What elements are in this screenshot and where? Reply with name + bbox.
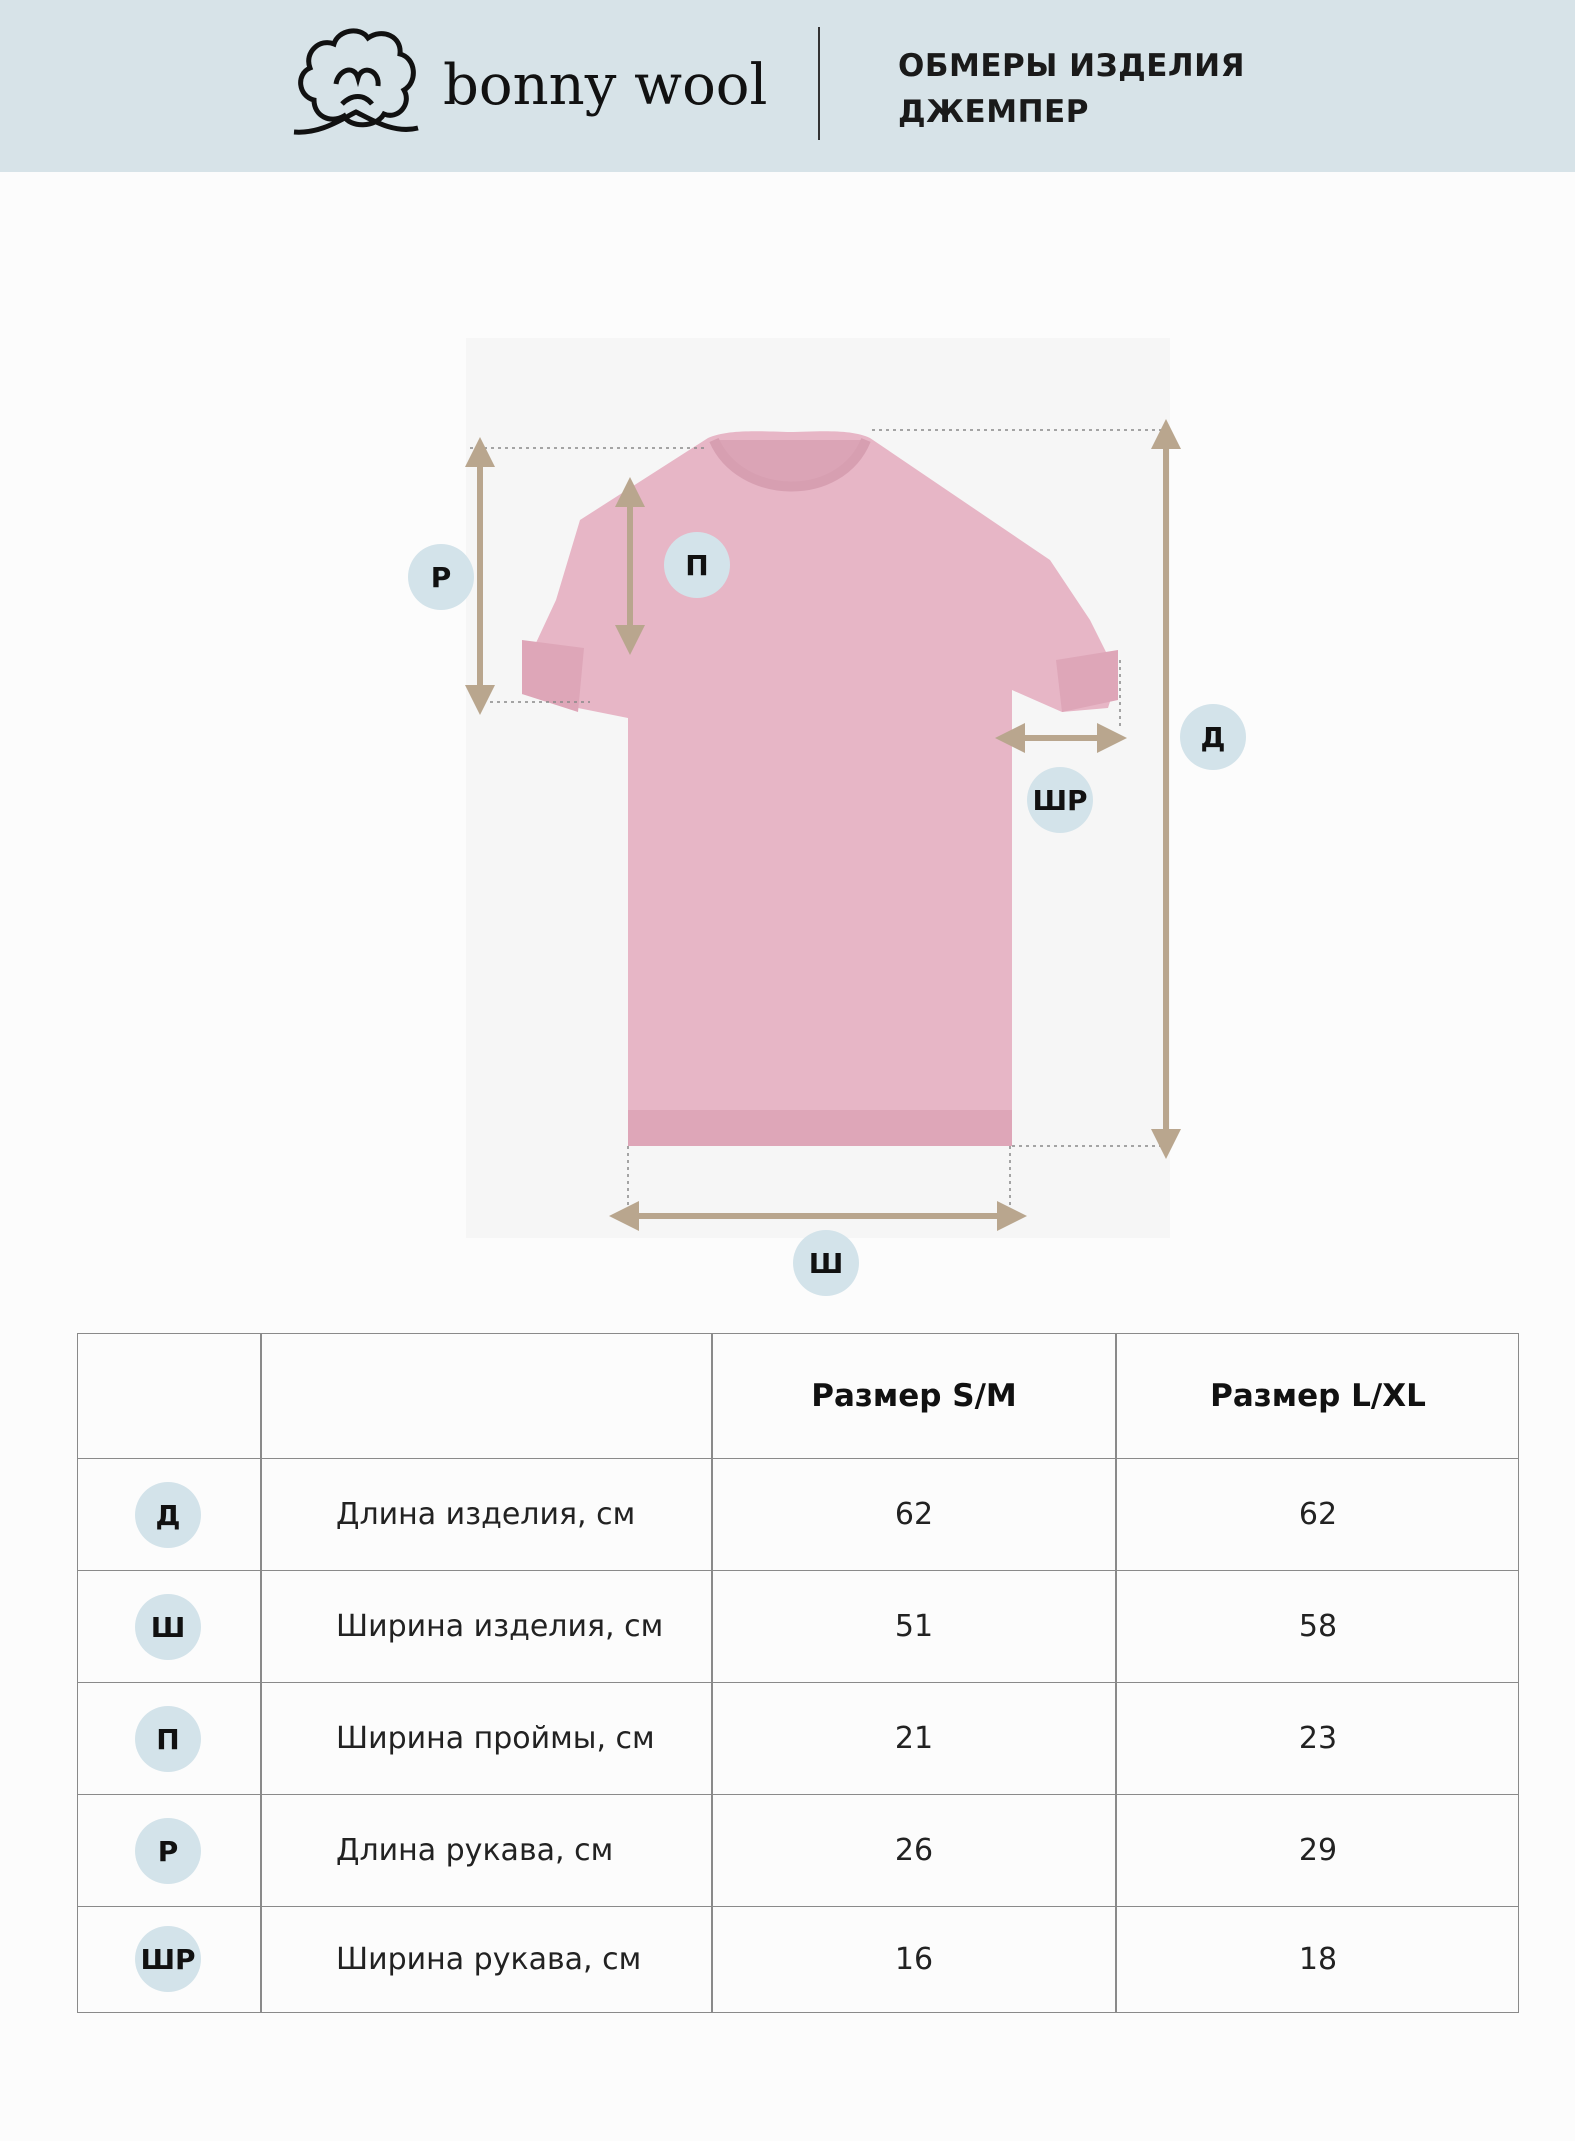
left-cuff: [522, 640, 584, 712]
row-value-sm: 21: [894, 1721, 934, 1756]
row-code-badge: Ш: [135, 1594, 201, 1660]
row-name: Ширина изделия, см: [336, 1609, 664, 1644]
table-row: [78, 1907, 1518, 2011]
row-name: Длина изделия, см: [336, 1497, 636, 1532]
row-name: Ширина рукава, см: [336, 1941, 642, 1977]
row-code-badge: П: [135, 1706, 201, 1772]
title-line-2: ДЖЕМПЕР: [898, 94, 1089, 130]
row-value-sm: 26: [894, 1833, 934, 1868]
table-row: [78, 1459, 1518, 1571]
title-line-1: ОБМЕРЫ ИЗДЕЛИЯ: [898, 48, 1245, 84]
column-divider: [1115, 1334, 1117, 2012]
row-value-lxl: 58: [1298, 1609, 1338, 1644]
badge-sleeve-length: Р: [408, 544, 474, 610]
brand-name: bonny wool: [443, 53, 768, 118]
row-name: Ширина проймы, см: [336, 1721, 655, 1756]
row-value-lxl: 18: [1298, 1941, 1338, 1977]
table-row: [78, 1683, 1518, 1795]
header-size-sm: Размер S/M: [811, 1378, 1017, 1414]
row-value-lxl: 29: [1298, 1833, 1338, 1868]
row-value-lxl: 23: [1298, 1721, 1338, 1756]
row-value-sm: 51: [894, 1609, 934, 1644]
table-row: [78, 1795, 1518, 1907]
table-header-row: [78, 1334, 1518, 1459]
column-divider: [711, 1334, 713, 2012]
row-value-lxl: 62: [1298, 1497, 1338, 1532]
measurements-table: [77, 1333, 1519, 2013]
hem-band: [628, 1110, 1012, 1146]
badge-sleeve-width: ШР: [1027, 767, 1093, 833]
row-code-badge: ШР: [135, 1926, 201, 1992]
badge-width: Ш: [793, 1230, 859, 1296]
table-row: [78, 1571, 1518, 1683]
header-size-lxl: Размер L/XL: [1210, 1378, 1426, 1414]
badge-armhole: П: [664, 532, 730, 598]
row-value-sm: 62: [894, 1497, 934, 1532]
row-code-badge: Р: [135, 1818, 201, 1884]
row-code-badge: Д: [135, 1482, 201, 1548]
badge-length: Д: [1180, 704, 1246, 770]
column-divider: [260, 1334, 262, 2012]
row-value-sm: 16: [894, 1941, 934, 1977]
row-name: Длина рукава, см: [336, 1833, 614, 1868]
